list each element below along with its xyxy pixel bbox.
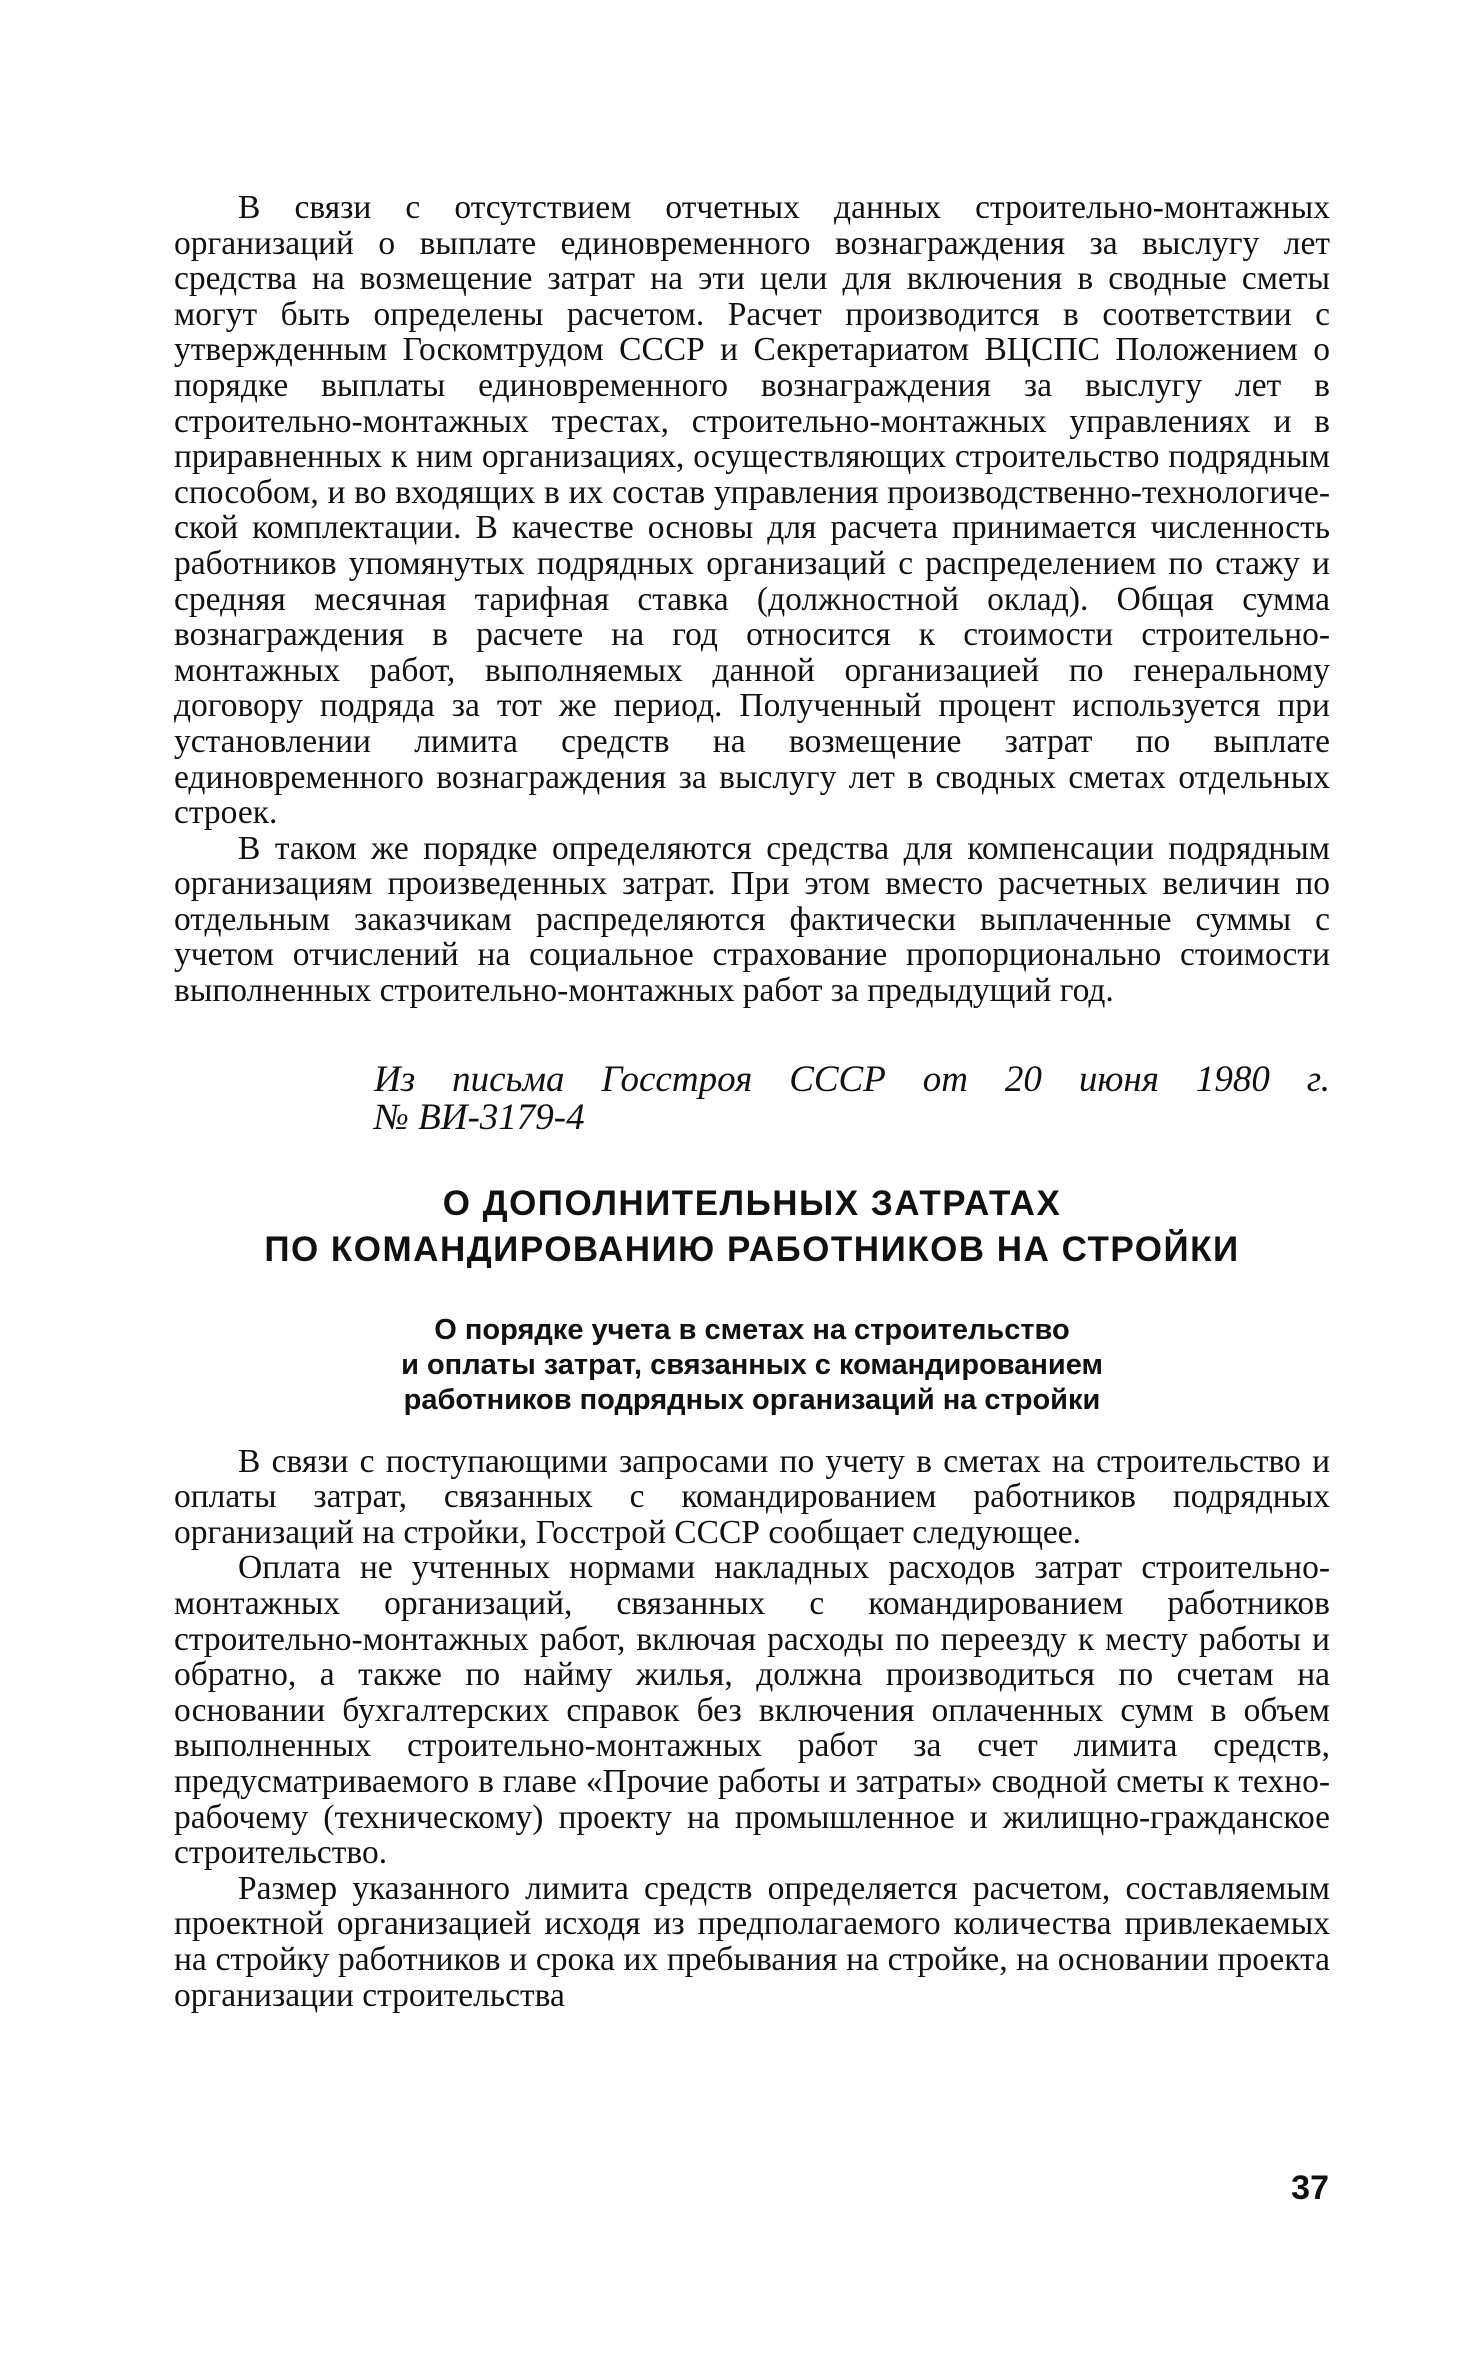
subtitle-line-1: О порядке учета в сметах на строительство <box>434 1313 1070 1346</box>
subtitle-line-3: работников подрядных организаций на стройки <box>403 1383 1101 1416</box>
paragraph-reward-calculation: В связи с отсутствием отчетных данных строительно-монтажных организаций о выплате единовременного вознаграждения за выслугу лет средства на возмещение затрат на эти цели для включения в сводные сметы могут быть определены расчетом. Расчет производится в соответствии с утвержденным Госкомтрудом СССР и Секретариатом ВЦСПС Положением о порядке выплаты единовременного вознаграждения за выслугу лет в строительно-монтажных трестах, строительно-монтажных управлениях и в приравненных к ним организациях, осуществляющих строительство подрядным способом, и во входящих в их состав управления производственно-технологической комплектации. В качестве основы для расчета принимается численность работников упомянутых подрядных организаций с распределением по стажу и средняя месячная тарифная ставка (должностной оклад). Общая сумма вознаграждения в расчете на год относится к стоимости строительно-монтажных работ, выполняемых данной организацией по генеральному договору подряда за тот же период. Полученный процент используется при установлении лимита средств на возмещение затрат по выплате единовременного вознаграждения за выслугу лет в сводных сметах отдельных строек. <box>174 189 1330 832</box>
paragraph-requests: В связи с поступающими запросами по учету в сметах на строительство и оплаты затрат, связанных с командированием работников подрядных организаций на стройки, Госстрой СССР сообщает следующее. <box>174 1442 1330 1551</box>
source-line-1: Из письма Госстроя СССР от 20 июня 1980 г. <box>374 1058 1330 1100</box>
source-citation <box>374 1058 1330 1138</box>
section-title <box>174 1181 1330 1273</box>
page-content <box>174 190 1330 2013</box>
source-line-2: № ВИ-3179-4 <box>374 1096 585 1138</box>
section-title-line-1: О ДОПОЛНИТЕЛЬНЫХ ЗАТРАТАХ <box>442 1183 1062 1223</box>
subtitle-line-2: и оплаты затрат, связанных с командированием <box>401 1348 1103 1381</box>
section-subtitle <box>174 1313 1330 1418</box>
paragraph-limit: Размер указанного лимита средств определяется расчетом, составляемым проектной организацией исходя из предполагаемого количества привлекаемых на стройку работников и срока их пребывания на стройке, на основании проекта организации строительства <box>174 1869 1330 2014</box>
paragraph-payment: Оплата не учтенных нормами накладных расходов затрат строительно-монтажных организаций, связанных с командированием работников строительно-монтажных работ, включая расходы по переезду к месту работы и обратно, а также по найму жилья, должна производиться по счетам на основании бухгалтерских справок без включения оплаченных сумм в объем выполненных строительно-монтажных работ за счет лимита средств, предусматриваемого в главе «Прочие работы и затраты» сводной сметы к техно-рабочему (техническому) проекту на промышленное и жилищно-гражданское строительство. <box>174 1549 1330 1872</box>
paragraph-compensation: В таком же порядке определяются средства для компенсации подрядным организациям произведенных затрат. При этом вместо расчетных величин по отдельным заказчикам распределяются фактически выплаченные суммы с учетом отчислений на социальное страхование пропорционально стоимости выполненных строительно-монтажных работ за предыдущий год. <box>174 829 1330 1010</box>
page-number: 37 <box>1291 2169 1329 2207</box>
section-title-line-2: ПО КОМАНДИРОВАНИЮ РАБОТНИКОВ НА СТРОЙКИ <box>264 1229 1240 1269</box>
